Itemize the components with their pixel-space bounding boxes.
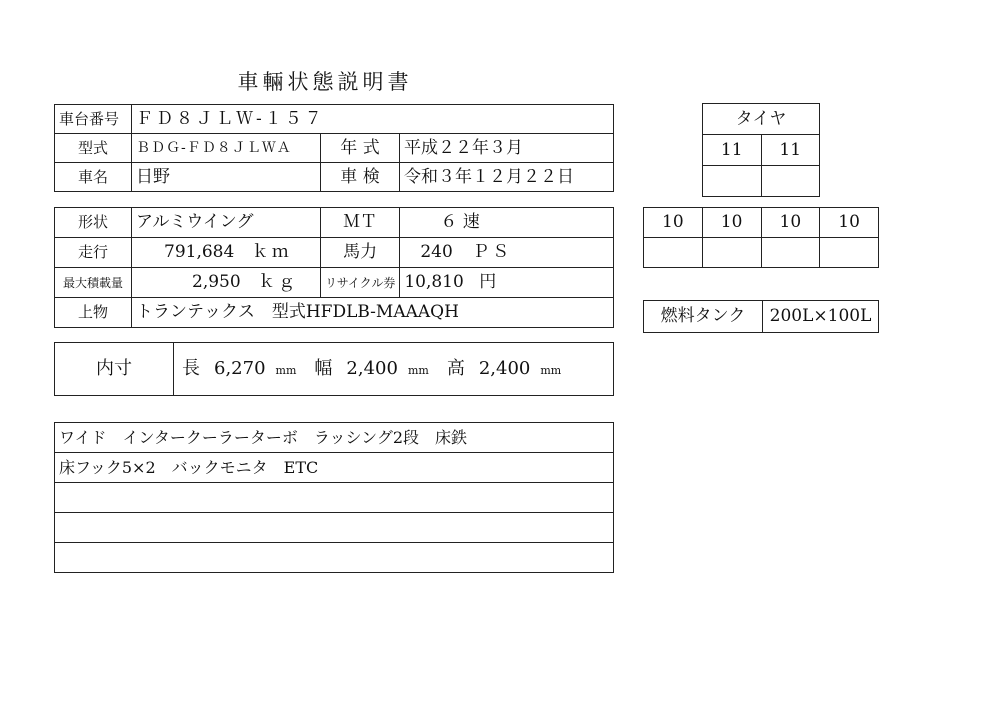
table-row — [55, 134, 614, 163]
inspection-value: 令和３年１２月２２日 — [400, 163, 614, 192]
tire-rear-1-extra — [644, 238, 703, 268]
recycle-value: 10,810 — [404, 272, 464, 292]
note-line: 床フック5×2 バックモニタ ETC — [55, 453, 614, 483]
table-row — [55, 163, 614, 192]
power-label: 馬力 — [321, 238, 400, 268]
capacity-unit: ｋｇ — [258, 272, 299, 292]
name-value: 日野 — [132, 163, 321, 192]
note-line — [55, 543, 614, 573]
tire-front-left: 11 — [703, 135, 762, 166]
tire-label: タイヤ — [703, 104, 820, 135]
table-row — [703, 104, 820, 135]
tire-front-table — [702, 103, 820, 197]
tire-rear-2: 10 — [702, 208, 761, 238]
capacity-value: 2,950 — [192, 272, 241, 292]
inner-dimensions-table — [54, 342, 614, 396]
table-row — [55, 105, 614, 134]
notes-table — [54, 422, 614, 573]
power-unit: ＰＳ — [472, 242, 513, 262]
shape-value: アルミウイング — [132, 208, 321, 238]
width-value: 2,400 — [346, 358, 398, 379]
tire-front-left-extra — [703, 166, 762, 197]
fuel-tank-table — [643, 300, 879, 333]
table-row — [55, 513, 614, 543]
tire-rear-1: 10 — [644, 208, 703, 238]
name-label: 車名 — [55, 163, 132, 192]
capacity-label: 最大積載量 — [55, 268, 132, 298]
tire-rear-4-extra — [820, 238, 879, 268]
table-row — [55, 423, 614, 453]
inner-dims-label: 内寸 — [55, 343, 174, 396]
model-value: ＢＤＧ-ＦＤ８ＪＬＷＡ — [132, 134, 321, 163]
note-line — [55, 513, 614, 543]
mt-value: ６ 速 — [400, 208, 614, 238]
chassis-label: 車台番号 — [55, 105, 132, 134]
table-row — [644, 301, 879, 333]
tire-rear-table — [643, 207, 879, 268]
tire-rear-2-extra — [702, 238, 761, 268]
table-row — [644, 238, 879, 268]
table-row — [55, 208, 614, 238]
length-label: 長 — [182, 358, 200, 379]
mt-label: ＭＴ — [321, 208, 400, 238]
height-value: 2,400 — [478, 358, 531, 379]
chassis-value: ＦＤ８ＪＬＷ-１５７ — [132, 105, 614, 134]
year-value: 平成２２年３月 — [400, 134, 614, 163]
note-line — [55, 483, 614, 513]
mileage-unit: ｋｍ — [251, 242, 292, 262]
tire-rear-4: 10 — [820, 208, 879, 238]
table-row — [55, 268, 614, 298]
vehicle-info-table — [54, 104, 614, 192]
table-row — [55, 543, 614, 573]
fuel-value: 200L×100L — [763, 301, 879, 333]
model-label: 型式 — [55, 134, 132, 163]
tire-rear-3-extra — [761, 238, 820, 268]
tire-front-right-extra — [761, 166, 820, 197]
table-row — [55, 483, 614, 513]
note-line: ワイド インタークーラーターボ ラッシング2段 床鉄 — [55, 423, 614, 453]
tire-front-right: 11 — [761, 135, 820, 166]
length-unit: mm — [275, 364, 297, 377]
mileage-value: 791,684 — [164, 242, 235, 262]
table-row — [703, 166, 820, 197]
inspection-label: 車 検 — [321, 163, 400, 192]
table-row — [55, 453, 614, 483]
document-title: 車輛状態説明書 — [237, 70, 413, 94]
height-label: 高 — [446, 358, 465, 379]
width-unit: mm — [407, 364, 429, 377]
fuel-label: 燃料タンク — [644, 301, 763, 333]
tire-rear-3: 10 — [761, 208, 820, 238]
length-value: 6,270 — [214, 358, 266, 379]
recycle-unit: 円 — [479, 272, 497, 292]
body-value: トランテックス 型式HFDLB-MAAAQH — [132, 298, 614, 328]
table-row — [55, 238, 614, 268]
inner-dims-values — [178, 360, 609, 378]
table-row — [644, 208, 879, 238]
table-row — [55, 343, 614, 396]
body-label: 上物 — [55, 298, 132, 328]
table-row — [55, 298, 614, 328]
specs-table — [54, 207, 614, 328]
width-label: 幅 — [314, 358, 333, 379]
power-value: 240 — [420, 242, 453, 262]
shape-label: 形状 — [55, 208, 132, 238]
recycle-label: リサイクル券 — [321, 268, 400, 298]
year-label: 年 式 — [321, 134, 400, 163]
mileage-label: 走行 — [55, 238, 132, 268]
height-unit: mm — [540, 364, 562, 377]
table-row — [703, 135, 820, 166]
